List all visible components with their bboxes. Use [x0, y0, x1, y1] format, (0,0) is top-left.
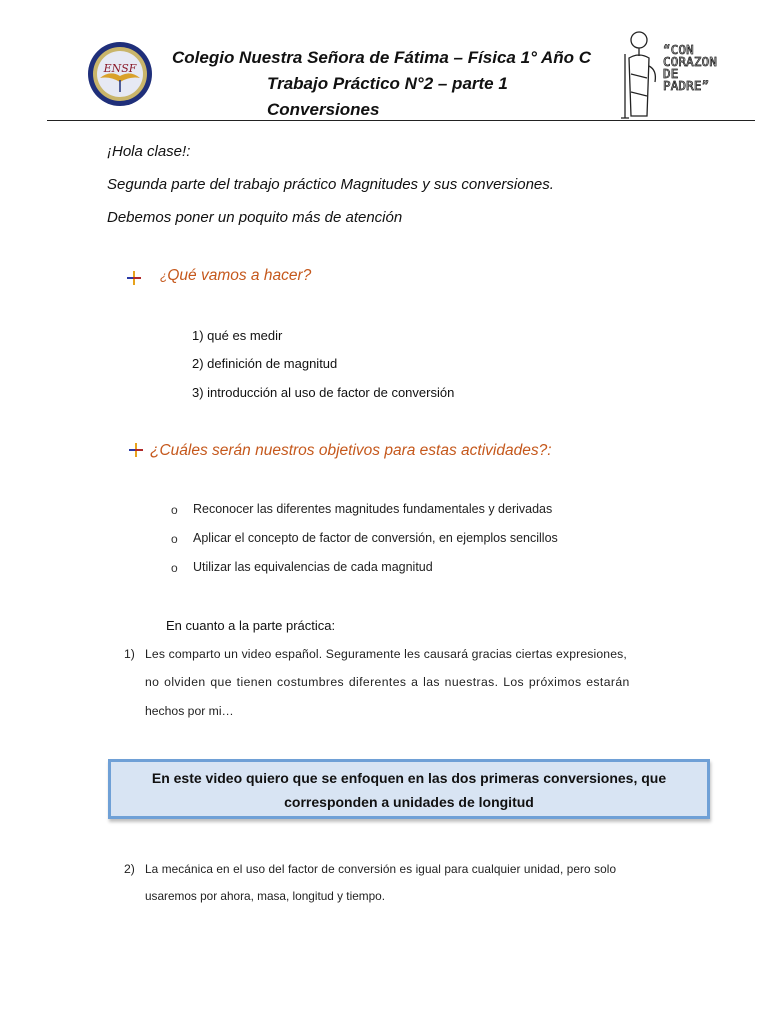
callout-box: [108, 759, 710, 819]
arrow-bullet-icon: [127, 271, 141, 285]
callout-line: corresponden a unidades de longitud: [284, 794, 534, 810]
motto: “CON CORAZON DE PADRE”: [663, 42, 718, 93]
objective-item: Reconocer las diferentes magnitudes fundamentales y derivadas: [193, 502, 553, 516]
paragraph-line: no olviden que tienen costumbres diferentes a las nuestras. Los próximos estarán: [145, 675, 630, 689]
paragraph-line: La mecánica en el uso del factor de conversión es igual para cualquier unidad, pero solo: [145, 862, 617, 876]
intro-line-3: Debemos poner un poquito más de atención: [107, 209, 403, 226]
paragraph-line: Les comparto un video español. Seguramente les causará gracias ciertas expresiones,: [145, 647, 627, 661]
practice-heading: En cuanto a la parte práctica:: [166, 618, 336, 633]
header-subtitle: Trabajo Práctico N°2 – parte 1: [267, 74, 508, 93]
callout-line: En este video quiero que se enfoquen en las dos primeras conversiones, que: [151, 770, 667, 786]
list-item: 2) definición de magnitud: [192, 356, 338, 371]
section-heading-objectives: ¿Cuáles serán nuestros objetivos para estas actividades?:: [150, 442, 552, 459]
list-marker: o: [171, 532, 178, 546]
objective-item: Utilizar las equivalencias de cada magnitud: [193, 560, 433, 574]
school-logo: [86, 40, 154, 108]
intro-line-2: Segunda parte del trabajo práctico Magnitudes y sus conversiones.: [107, 176, 554, 193]
arrow-bullet-icon: [129, 443, 143, 457]
section-heading-plan: ¿Qué vamos a hacer?: [160, 267, 312, 284]
paragraph-line: usaremos por ahora, masa, longitud y tiempo.: [145, 889, 385, 903]
greeting: ¡Hola clase!:: [107, 143, 191, 160]
header-topic: Conversiones: [267, 100, 380, 119]
saint-joseph-emblem: [617, 26, 737, 126]
header-title: Colegio Nuestra Señora de Fátima – Física 1° Año C: [172, 48, 591, 67]
paragraph-number: 2): [124, 862, 135, 876]
header-divider: [47, 120, 755, 121]
paragraph-number: 1): [124, 647, 135, 661]
paragraph-line: hechos por mi…: [145, 704, 234, 718]
list-marker: o: [171, 561, 178, 575]
list-item: 1) qué es medir: [192, 328, 283, 343]
logo-text: ENSF: [103, 62, 137, 75]
objective-item: Aplicar el concepto de factor de conversión, en ejemplos sencillos: [193, 531, 558, 545]
list-item: 3) introducción al uso de factor de conversión: [192, 385, 455, 400]
list-marker: o: [171, 503, 178, 517]
